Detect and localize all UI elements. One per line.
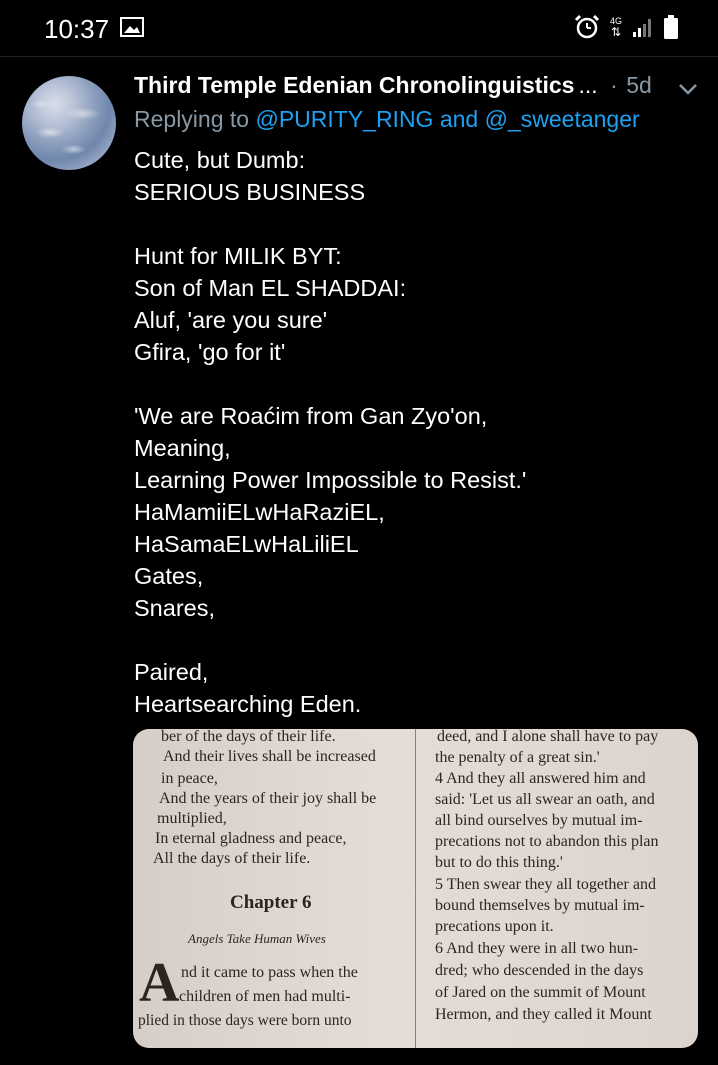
tweet-text	[134, 144, 704, 720]
page-line: Hermon, and they called it Mount	[435, 1006, 652, 1023]
page-line: said: 'Let us all swear an oath, and	[435, 791, 655, 808]
text-line: Aluf, 'are you sure'	[134, 307, 328, 333]
page-line: plied in those days were born unto	[138, 1012, 352, 1029]
page-line: multiplied,	[157, 810, 227, 827]
replying-label: Replying to	[134, 106, 250, 132]
page-line: precations not to abandon this plan	[435, 833, 659, 850]
page-gutter	[415, 729, 416, 1048]
text-line: Son of Man EL SHADDAI:	[134, 275, 407, 301]
chapter-heading: Chapter 6	[230, 892, 312, 913]
chevron-down-icon[interactable]	[678, 82, 698, 96]
text-line: 'We are Roaćim from Gan Zyo'on,	[134, 403, 488, 429]
left-page	[133, 729, 415, 1048]
signal-icon	[632, 16, 654, 38]
tweet-time[interactable]: 5d	[626, 72, 652, 98]
page-line: In eternal gladness and peace,	[155, 830, 347, 847]
page-line: but to do this thing.'	[435, 854, 563, 871]
page-line: 5 Then swear they all together and	[435, 876, 656, 893]
text-line: HaSamaELwHaLiliEL	[134, 531, 359, 557]
network-type: 4G	[609, 15, 622, 26]
drop-cap: A	[139, 952, 180, 1014]
text-line: Cute, but Dumb:	[134, 147, 306, 173]
mention-link[interactable]: @_sweetanger	[484, 106, 640, 132]
chapter-subtitle: Angels Take Human Wives	[188, 931, 326, 946]
text-line	[134, 368, 704, 400]
text-line	[134, 624, 704, 656]
page-line: 4 And they all answered him and	[435, 770, 646, 787]
page-line: the penalty of a great sin.'	[435, 749, 600, 766]
status-time: 10:37	[44, 14, 110, 44]
header-divider	[0, 56, 718, 57]
data-arrows-icon: 4G ⇅	[609, 15, 622, 39]
text-line: Snares,	[134, 595, 215, 621]
text-line: Hunt for MILIK BYT:	[134, 243, 342, 269]
text-line: Gates,	[134, 563, 204, 589]
text-line: HaMamiiELwHaRaziEL,	[134, 499, 385, 525]
page-line: bound themselves by mutual im-	[435, 897, 645, 914]
text-line: Learning Power Impossible to Resist.'	[134, 467, 527, 493]
page-line: And their lives shall be increased	[163, 748, 376, 765]
page-line: nd it came to pass when the	[181, 964, 358, 981]
separator-dot: ·	[610, 72, 618, 98]
page-line: children of men had multi-	[179, 988, 351, 1005]
battery-icon	[664, 15, 678, 39]
status-bar	[0, 0, 718, 56]
page-line: precations upon it.	[435, 918, 554, 935]
page-line: ber of the days of their life.	[161, 729, 336, 745]
right-page	[421, 729, 696, 1048]
page-line: All the days of their life.	[153, 850, 311, 867]
tweet-header	[134, 72, 704, 106]
text-line: Meaning,	[134, 435, 231, 461]
name-ellipsis: ...	[578, 72, 598, 98]
text-line: SERIOUS BUSINESS	[134, 179, 366, 205]
page-line: in peace,	[161, 770, 218, 787]
mention-link[interactable]: @PURITY_RING	[255, 106, 434, 132]
text-line: Heartsearching Eden.	[134, 691, 362, 717]
page-line: all bind ourselves by mutual im-	[435, 812, 643, 829]
page-line: 6 And they were in all two hun-	[435, 940, 639, 957]
page-line: deed, and I alone shall have to pay	[437, 729, 659, 745]
page-line: dred; who descended in the days	[435, 962, 644, 979]
author-name[interactable]: Third Temple Edenian Chronolinguistics	[134, 72, 575, 98]
page-line: of Jared on the summit of Mount	[435, 984, 646, 1001]
replying-and: and	[439, 106, 479, 132]
replying-to	[134, 106, 640, 133]
avatar[interactable]	[22, 76, 116, 170]
page-line: And the years of their joy shall be	[159, 790, 377, 807]
tweet-image[interactable]	[133, 729, 698, 1048]
alarm-icon	[574, 14, 600, 40]
gallery-icon	[120, 17, 144, 37]
text-line	[134, 208, 704, 240]
text-line: Gfira, 'go for it'	[134, 339, 286, 365]
text-line: Paired,	[134, 659, 209, 685]
